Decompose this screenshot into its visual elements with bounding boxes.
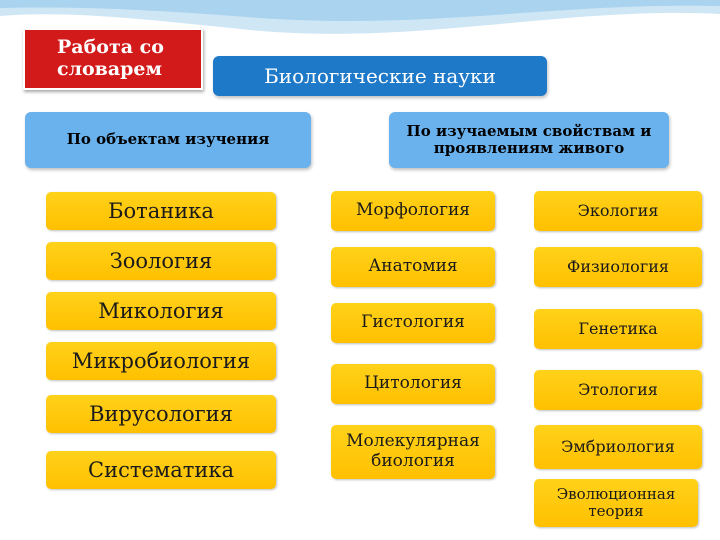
science-item-label: Физиология	[567, 256, 669, 276]
science-item	[331, 247, 495, 287]
science-item	[534, 247, 702, 287]
science-item	[534, 191, 702, 231]
science-item-label: Генетика	[578, 318, 658, 338]
science-item	[534, 309, 702, 349]
science-item	[534, 370, 702, 410]
biological-sciences-title	[213, 56, 547, 96]
science-item	[331, 303, 495, 343]
dictionary-work-text: Работа со словарем	[57, 36, 164, 80]
science-item-label: Систематика	[88, 457, 234, 482]
science-item-label: Эволюционная теория	[556, 484, 676, 520]
science-item-label: Морфология	[355, 200, 471, 221]
science-item-label: Цитология	[364, 373, 462, 394]
science-item	[46, 342, 276, 380]
category-by-properties-text: По изучаемым свойствам и проявлениям живого	[406, 121, 652, 157]
science-item	[46, 192, 276, 230]
science-item-label: Гистология	[361, 312, 465, 333]
science-item-label: Микология	[98, 298, 224, 323]
science-item	[534, 425, 702, 469]
science-item	[331, 191, 495, 231]
science-item-label: Молекулярная биология	[346, 431, 480, 471]
science-item-label: Зоология	[109, 248, 213, 273]
title-text: Биологические науки	[264, 63, 496, 88]
category-by-objects	[25, 112, 311, 168]
science-item	[46, 292, 276, 330]
science-item	[331, 425, 495, 479]
science-item-label: Экология	[577, 200, 659, 220]
science-item	[46, 242, 276, 280]
category-by-properties	[389, 112, 669, 168]
science-item-label: Ботаника	[108, 198, 214, 223]
science-item-label: Эмбриология	[561, 436, 675, 456]
science-item	[46, 451, 276, 489]
dictionary-work-label	[23, 28, 203, 90]
science-item-label: Микробиология	[71, 348, 251, 373]
science-item-label: Вирусология	[89, 401, 233, 426]
science-item-label: Анатомия	[368, 256, 458, 277]
science-item	[46, 395, 276, 433]
science-item	[331, 364, 495, 404]
science-item	[534, 479, 698, 527]
category-by-objects-text: По объектам изучения	[66, 130, 270, 149]
science-item-label: Этология	[578, 379, 658, 399]
